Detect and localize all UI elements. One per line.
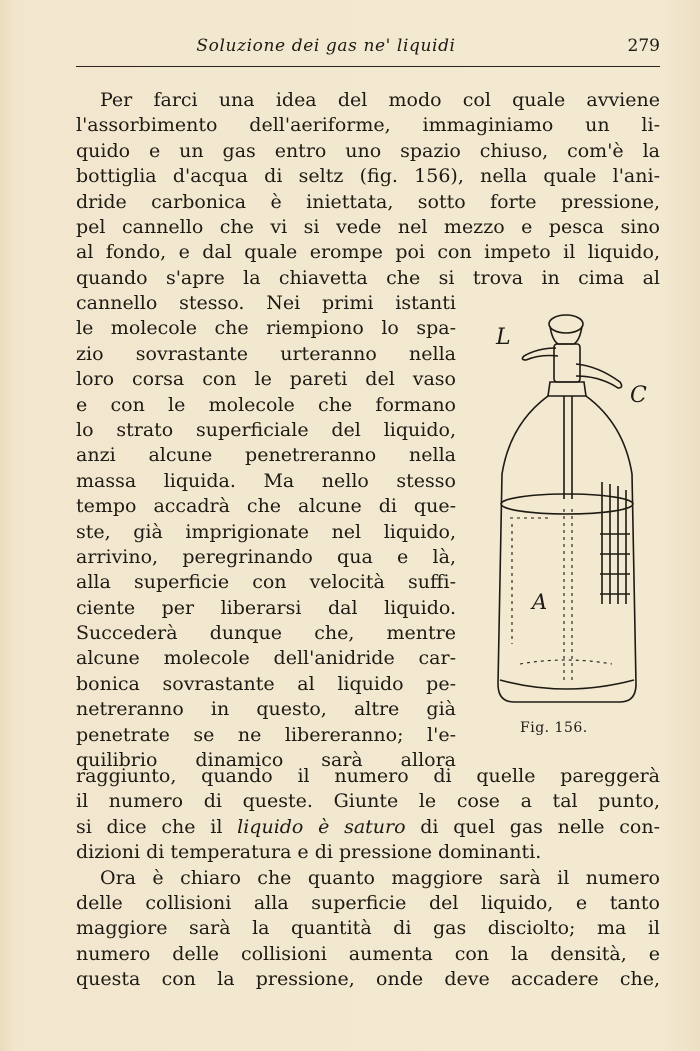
text-line: loro corsa con le pareti del vaso [76, 368, 456, 391]
paragraph-1-opening [76, 88, 660, 291]
valve-head-shape [550, 326, 582, 344]
running-header [76, 34, 660, 64]
paragraph-1-column [76, 291, 456, 773]
text-line: numero delle collisioni aumenta con la densità, e [76, 942, 660, 965]
text-line: bottiglia d'acqua di seltz (fig. 156), nella quale l'ani- [76, 165, 660, 188]
text-line: quando s'apre la chiavetta che si trova in cima al [76, 266, 660, 289]
figure-label-c: C [630, 383, 647, 408]
header-divider [76, 66, 660, 67]
text-line: il numero di queste. Giunte le cose a tal punto, [76, 790, 660, 813]
text-line: dizioni di temperatura e di pressione dominanti. [76, 841, 542, 864]
lever-shape [522, 348, 558, 360]
text-line: bonica sovrastante al liquido pe- [76, 672, 456, 695]
valve-knob-shape [549, 315, 583, 333]
liquid-dashed-line [520, 660, 612, 664]
text-segment: si dice che il [76, 815, 238, 838]
text-line: questa con la pressione, onde deve accadere che, [76, 968, 660, 991]
text-line: al fondo, e dal quale erompe poi con impeto il liquido, [76, 241, 660, 264]
seltz-bottle-illustration [480, 304, 660, 714]
text-line: quilibrio dinamico sarà allora [76, 749, 456, 772]
liquid-surface-shape [501, 494, 633, 514]
text-line: arrivino, peregrinando qua e là, [76, 545, 456, 568]
text-line: Ora è chiaro che quanto maggiore sarà il numero [100, 866, 660, 889]
bottle-base-shape [500, 680, 634, 689]
text-line: Per farci una idea del modo col quale avviene [100, 89, 660, 111]
text-line-with-emphasis [76, 815, 660, 840]
figure-caption: Fig. 156. [520, 720, 588, 736]
text-line: netreranno in questo, altre già [76, 698, 456, 721]
text-line: Succederà dunque che, mentre [76, 622, 456, 645]
bottle-collar-shape [548, 382, 586, 396]
text-line: l'assorbimento dell'aeriforme, immaginiamo un li- [76, 114, 660, 137]
emphasized-term: liquido è saturo [237, 815, 406, 838]
page-number: 279 [627, 36, 660, 56]
text-line: massa liquida. Ma nello stesso [76, 469, 456, 492]
chapter-title: Soluzione dei gas ne' liquidi [196, 36, 456, 56]
text-line: pel cannello che vi si vede nel mezzo e pesca sino [76, 215, 660, 238]
paragraph-1-closing [76, 764, 660, 993]
text-line: delle collisioni alla superficie del liquido, e tanto [76, 891, 660, 914]
text-line: e con le molecole che formano [76, 393, 456, 416]
text-line: le molecole che riempiono lo spa- [76, 317, 456, 340]
text-line: anzi alcune penetreranno nella [76, 444, 456, 467]
text-line: maggiore sarà la quantità di gas disciolto; ma il [76, 917, 660, 940]
text-line: ste, già imprigionate nel liquido, [76, 520, 456, 543]
text-line: tempo accadrà che alcune di que- [76, 495, 456, 518]
text-line: alla superficie con velocità suffi- [76, 571, 456, 594]
text-line: ciente per liberarsi dal liquido. [76, 596, 456, 619]
text-line: dride carbonica è iniettata, sotto forte pressione, [76, 190, 660, 213]
bottle-body-shape [498, 396, 636, 702]
text-line: penetrate se ne libereranno; l'e- [76, 723, 456, 746]
text-line: zio sovrastante urteranno nella [76, 342, 456, 365]
figure-label-a: A [532, 590, 548, 614]
text-line: alcune molecole dell'anidride car- [76, 647, 456, 670]
text-segment: di quel gas nelle con- [405, 815, 660, 838]
text-line: cannello stesso. Nei primi istanti [76, 292, 456, 314]
spout-shape [576, 364, 622, 388]
text-line: raggiunto, quando il numero di quelle pareggerà [76, 765, 660, 787]
seltz-bottle-figure [480, 304, 660, 744]
figure-label-l: L [496, 325, 511, 350]
text-line: lo strato superficiale del liquido, [76, 418, 456, 441]
text-line: quido e un gas entro uno spazio chiuso, com'è la [76, 139, 660, 162]
